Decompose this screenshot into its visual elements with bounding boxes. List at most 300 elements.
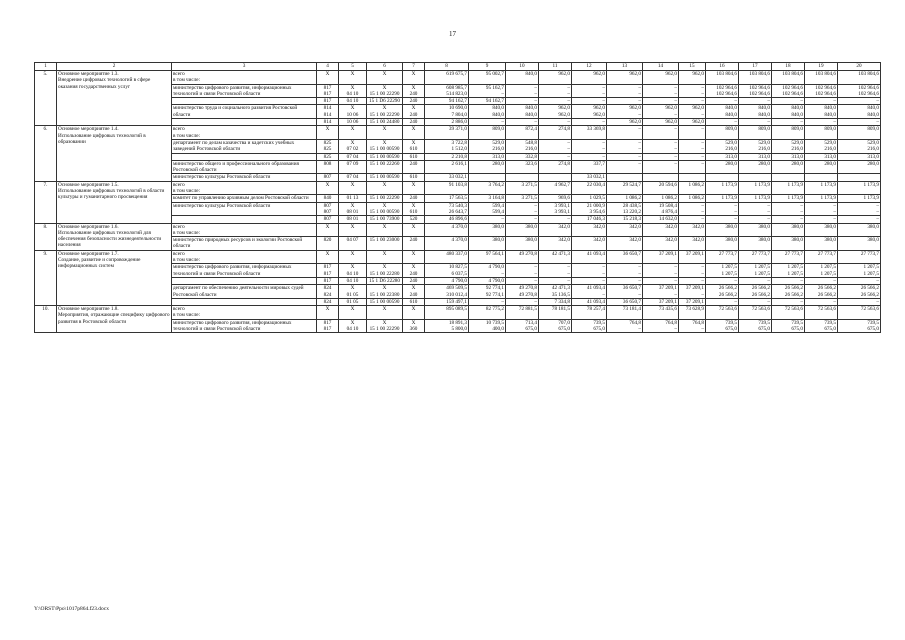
value-cell: 4 370,0 — [425, 237, 469, 251]
value-cell: X — [403, 126, 425, 140]
column-header: 7 — [403, 63, 425, 71]
value-cell: 72 881,5 — [506, 306, 539, 320]
value-cell: 1 086,2 — [679, 181, 706, 195]
value-cell: 3 764,2 — [469, 181, 506, 195]
value-cell: 73 628,9 — [679, 306, 706, 320]
value-cell: X 610 — [403, 139, 425, 153]
value-cell: X 240 — [403, 105, 425, 119]
value-cell: X 360 — [403, 319, 425, 333]
value-cell: 739,5 675,0 — [572, 319, 607, 333]
value-cell: 469 509,5 310 012,4 — [425, 285, 469, 299]
value-cell: 962,0 — [607, 119, 643, 126]
value-cell: 840,0 840,0 — [739, 105, 772, 119]
value-cell: 17 563,5 — [425, 195, 469, 202]
value-cell: 962,0 – — [607, 105, 643, 119]
value-cell: 15 1 00 23000 — [367, 237, 403, 251]
value-cell: – – — [572, 139, 607, 153]
value-cell: 4 790,0 — [425, 277, 469, 284]
value-cell: 337,7 — [572, 160, 607, 174]
measure-name: Основное мероприятие 1.7. Создание, развитие и сопровождение информационных систем — [57, 250, 172, 305]
value-cell: – – — [607, 139, 643, 153]
value-cell: 1 173,9 — [772, 195, 805, 202]
value-cell: 480 337,0 — [425, 250, 469, 264]
value-cell: X — [317, 71, 339, 85]
value-cell: – — [572, 98, 607, 105]
column-header: 15 — [679, 63, 706, 71]
column-header: 19 — [805, 63, 838, 71]
value-cell: X — [339, 223, 367, 237]
value-cell: 380,0 — [772, 223, 805, 237]
value-cell: – — [739, 216, 772, 223]
value-cell: 15 1 00 24480 — [367, 119, 403, 126]
value-cell: X — [339, 126, 367, 140]
value-cell: 840,0 840,0 — [469, 105, 506, 119]
value-cell: 342,0 — [643, 223, 679, 237]
value-cell: 240 — [403, 277, 425, 284]
executor-name: комитет по управлению архивным делом Ростовской области — [172, 195, 317, 202]
page-number: 17 — [449, 30, 456, 38]
value-cell: X — [367, 306, 403, 320]
value-cell: – — [706, 216, 739, 223]
value-cell: 37 209,1 — [679, 298, 706, 305]
value-cell: 619 675,7 — [425, 71, 469, 85]
value-cell: 4 790,0 – — [469, 264, 506, 278]
value-cell: 529,0 216,0 — [805, 139, 838, 153]
value-cell: 103 804,6 — [805, 71, 838, 85]
value-cell: 1 173,9 — [739, 181, 772, 195]
value-cell: X 15 1 00 00590 — [367, 202, 403, 216]
measure-name: Основное мероприятие 1.3. Внедрение цифровых технологий в сфере оказания государственных услуг — [57, 71, 172, 126]
value-cell: 102 964,6 102 964,6 — [838, 84, 881, 98]
value-cell: 809,0 — [469, 126, 506, 140]
value-cell: 610 — [403, 298, 425, 305]
value-cell: 33 369,8 — [572, 126, 607, 140]
value-cell: 4 790,0 — [469, 277, 506, 284]
value-cell: 94 162,7 — [425, 98, 469, 105]
value-cell — [772, 174, 805, 181]
value-cell: X — [317, 126, 339, 140]
value-cell: 41 093,4 — [572, 298, 607, 305]
value-cell: 380,0 — [506, 223, 539, 237]
value-cell — [838, 174, 881, 181]
table-row — [35, 126, 881, 140]
value-cell: 342,0 — [643, 237, 679, 251]
value-cell: 102 964,6 102 964,6 — [739, 84, 772, 98]
value-cell: 07 09 — [339, 160, 367, 174]
executor-name — [172, 98, 317, 105]
value-cell: 3 271,5 — [506, 181, 539, 195]
value-cell: 380,0 — [706, 223, 739, 237]
value-cell: X — [339, 181, 367, 195]
file-path-footer: Y:\ORST\Ppo\1017p864.f23.docx — [34, 606, 109, 612]
value-cell: – — [838, 298, 881, 305]
value-cell: 28 438,5 13 220,2 — [607, 202, 643, 216]
value-cell: X 04 10 — [339, 264, 367, 278]
value-cell: 07 04 — [339, 153, 367, 160]
value-cell: 840,0 840,0 — [706, 105, 739, 119]
value-cell: 36 650,7 — [607, 298, 643, 305]
value-cell: 3 722,8 1 512,0 — [425, 139, 469, 153]
row-number: 10. — [35, 306, 57, 333]
value-cell: X 07 02 — [339, 139, 367, 153]
value-cell: 1 207,5 1 207,5 — [838, 264, 881, 278]
value-cell: X — [367, 181, 403, 195]
value-cell: 36 650,7 – — [607, 285, 643, 299]
value-cell: 610 — [403, 174, 425, 181]
value-cell: 807 — [317, 216, 339, 223]
value-cell: 520 — [403, 216, 425, 223]
value-cell: X 15 1 00 00590 — [367, 139, 403, 153]
value-cell: 962,0 — [679, 119, 706, 126]
value-cell: 240 — [403, 195, 425, 202]
value-cell: – — [772, 277, 805, 284]
value-cell: 824 824 — [317, 285, 339, 299]
value-cell: 713,4 675,0 — [506, 319, 539, 333]
value-cell: 240 — [403, 98, 425, 105]
value-cell — [506, 174, 539, 181]
row-number: 5. — [35, 71, 57, 126]
value-cell: X 15 1 00 22380 — [367, 285, 403, 299]
value-cell: 1 207,5 1 207,5 — [805, 264, 838, 278]
value-cell — [607, 174, 643, 181]
value-cell: 42 471,3 — [539, 250, 572, 264]
value-cell: 342,0 — [607, 223, 643, 237]
value-cell: 1 207,5 1 207,5 — [739, 264, 772, 278]
value-cell: – — [739, 119, 772, 126]
value-cell: – — [772, 98, 805, 105]
value-cell: 807 — [317, 174, 339, 181]
value-cell: X — [367, 250, 403, 264]
value-cell: 342,0 — [679, 237, 706, 251]
value-cell: 26 566,2 26 566,2 — [706, 285, 739, 299]
value-cell: 707,0 675,0 — [539, 319, 572, 333]
value-cell: – — [805, 298, 838, 305]
value-cell: 380,0 — [739, 223, 772, 237]
value-cell: X 240 — [403, 285, 425, 299]
value-cell: 07 04 — [339, 174, 367, 181]
value-cell: X 04 10 — [339, 84, 367, 98]
value-cell: 962,0 — [572, 71, 607, 85]
value-cell: – — [539, 98, 572, 105]
budget-table-wrapper — [34, 62, 879, 333]
value-cell: 808 — [317, 160, 339, 174]
executor-name: министерство природных ресурсов и экологии Ростовской области — [172, 237, 317, 251]
value-cell: 15 1 00 00590 — [367, 153, 403, 160]
value-cell: – – — [607, 84, 643, 98]
value-cell: 26 566,2 26 566,2 — [805, 285, 838, 299]
value-cell: 817 — [317, 277, 339, 284]
value-cell: 610 — [403, 153, 425, 160]
value-cell: 04 10 — [339, 277, 367, 284]
value-cell: 529,0 216,0 — [772, 139, 805, 153]
value-cell: 1 173,9 — [838, 181, 881, 195]
value-cell: 342,0 — [679, 223, 706, 237]
value-cell: 240 — [403, 160, 425, 174]
value-cell: 72 563,6 — [706, 306, 739, 320]
value-cell: 380,0 — [469, 223, 506, 237]
value-cell: X 15 1 00 22290 — [367, 319, 403, 333]
value-cell: 15 1 D6 22290 — [367, 98, 403, 105]
value-cell: 15 218,3 — [607, 216, 643, 223]
executor-name: министерство культуры Ростовской области — [172, 202, 317, 216]
value-cell: X 01 05 — [339, 285, 367, 299]
value-cell: – – — [607, 264, 643, 278]
value-cell: 3 164,8 — [469, 195, 506, 202]
value-cell: – — [772, 216, 805, 223]
value-cell: 380,0 — [805, 237, 838, 251]
value-cell: 313,0 — [838, 153, 881, 160]
value-cell: 280,0 — [772, 160, 805, 174]
value-cell: 95 162,7 – — [469, 84, 506, 98]
value-cell: 159 497,1 — [425, 298, 469, 305]
value-cell: 08 01 — [339, 216, 367, 223]
value-cell: 27 773,7 — [805, 250, 838, 264]
value-cell — [643, 174, 679, 181]
value-cell: X — [403, 250, 425, 264]
value-cell: 962,0 — [539, 71, 572, 85]
column-header: 2 — [57, 63, 172, 71]
executor-name: министерство труда и социального развития Ростовской области — [172, 105, 317, 119]
value-cell: 10 06 — [339, 119, 367, 126]
value-cell: – — [506, 119, 539, 126]
table-row — [35, 306, 881, 320]
value-cell: 10 827,5 6 037,5 — [425, 264, 469, 278]
value-cell: 01 13 — [339, 195, 367, 202]
value-cell: – – — [506, 202, 539, 216]
row-number: 8. — [35, 223, 57, 250]
value-cell: 1 086,2 — [679, 195, 706, 202]
value-cell: 809,0 — [706, 126, 739, 140]
value-cell: – — [643, 153, 679, 160]
value-cell: X 04 10 — [339, 319, 367, 333]
value-cell: – — [706, 119, 739, 126]
value-cell: X — [403, 71, 425, 85]
value-cell: 27 773,7 — [772, 250, 805, 264]
value-cell: 37 209,1 — [643, 298, 679, 305]
value-cell: 27 773,7 — [739, 250, 772, 264]
value-cell: 26 566,2 26 566,2 — [772, 285, 805, 299]
value-cell: – – — [706, 202, 739, 216]
value-cell: 962,0 — [607, 71, 643, 85]
value-cell: 15 1 D6 22280 — [367, 277, 403, 284]
value-cell: 529,0 216,0 — [469, 139, 506, 153]
value-cell: – — [838, 277, 881, 284]
column-header: 12 — [572, 63, 607, 71]
column-header: 20 — [838, 63, 881, 71]
value-cell: 04 07 — [339, 237, 367, 251]
value-cell: 37 209,1 – — [679, 285, 706, 299]
value-cell: 809,0 — [772, 126, 805, 140]
value-cell: 529,0 216,0 — [739, 139, 772, 153]
column-header: 8 — [425, 63, 469, 71]
value-cell: 313,0 — [805, 153, 838, 160]
value-cell: – – — [506, 84, 539, 98]
value-cell: – — [539, 119, 572, 126]
value-cell: 380,0 — [805, 223, 838, 237]
value-cell: 73 181,4 — [607, 306, 643, 320]
value-cell: – — [643, 277, 679, 284]
value-cell: 817 817 — [317, 264, 339, 278]
value-cell: 380,0 — [469, 237, 506, 251]
value-cell: 739,5 675,0 — [772, 319, 805, 333]
value-cell: 37 209,1 – — [643, 285, 679, 299]
value-cell: 72 563,6 — [739, 306, 772, 320]
value-cell: 962,0 — [679, 71, 706, 85]
value-cell: – — [572, 119, 607, 126]
value-cell: 962,0 – — [643, 105, 679, 119]
value-cell: X 15 1 00 22290 — [367, 105, 403, 119]
value-cell: 764,8 – — [679, 319, 706, 333]
value-cell: – – — [572, 84, 607, 98]
value-cell: – — [679, 126, 706, 140]
value-cell: 739,5 675,0 — [805, 319, 838, 333]
value-cell: 72 563,6 — [772, 306, 805, 320]
column-header: 10 — [506, 63, 539, 71]
value-cell: X 15 1 00 22280 — [367, 264, 403, 278]
value-cell: 342,0 — [539, 237, 572, 251]
value-cell: 78 181,5 — [539, 306, 572, 320]
value-cell: X — [317, 181, 339, 195]
value-cell: 18 891,3 5 800,0 — [425, 319, 469, 333]
value-cell: X — [367, 71, 403, 85]
value-cell: 49 270,8 49 270,8 — [506, 285, 539, 299]
value-cell — [805, 174, 838, 181]
executor-name: министерство цифрового развития, информационных технологий и связи Ростовской области — [172, 264, 317, 278]
value-cell: – — [506, 98, 539, 105]
value-cell: 313,0 — [469, 153, 506, 160]
value-cell: 739,5 675,0 — [838, 319, 881, 333]
value-cell: X — [317, 306, 339, 320]
value-cell: 95 002,7 — [469, 71, 506, 85]
value-cell: – — [739, 277, 772, 284]
value-cell: – — [706, 277, 739, 284]
value-cell: 817 817 — [317, 319, 339, 333]
value-cell: 529,0 216,0 — [706, 139, 739, 153]
value-cell: 323,6 — [506, 160, 539, 174]
column-number-row — [35, 63, 881, 71]
value-cell: 92 774,1 92 774,1 — [469, 285, 506, 299]
value-cell: – — [679, 277, 706, 284]
measure-name: Основное мероприятие 1.8. Мероприятия, отражающие специфику цифрового развития в Ростовской области — [57, 306, 172, 333]
row-number: 6. — [35, 126, 57, 181]
value-cell: 91 103,8 — [425, 181, 469, 195]
value-cell: 39 371,0 — [425, 126, 469, 140]
value-cell: 240 — [403, 119, 425, 126]
value-cell: 15 1 00 22260 — [367, 160, 403, 174]
value-cell: X — [339, 71, 367, 85]
value-cell: 1 173,9 — [838, 195, 881, 202]
value-cell: 72 563,6 — [838, 306, 881, 320]
column-header: 5 — [339, 63, 367, 71]
value-cell: 1 029,5 — [572, 195, 607, 202]
value-cell: X 240 — [403, 84, 425, 98]
value-cell: – — [838, 119, 881, 126]
value-cell: – — [643, 160, 679, 174]
executor-name: всего в том числе: — [172, 306, 317, 320]
value-cell: – — [739, 298, 772, 305]
executor-name: всего в том числе: — [172, 223, 317, 237]
value-cell: 3 271,5 — [506, 195, 539, 202]
value-cell: – – — [679, 202, 706, 216]
column-header: 4 — [317, 63, 339, 71]
value-cell: 27 773,7 — [838, 250, 881, 264]
value-cell: 1 086,2 — [643, 195, 679, 202]
row-number: 9. — [35, 250, 57, 305]
executor-name: министерство цифрового развития, информационных технологий и связи Ростовской области — [172, 319, 317, 333]
value-cell: 21 000,9 3 954,6 — [572, 202, 607, 216]
executor-name: всего в том числе: — [172, 250, 317, 264]
value-cell: X 15 1 00 22290 — [367, 84, 403, 98]
value-cell: 962,0 — [643, 119, 679, 126]
value-cell: 46 896,6 — [425, 216, 469, 223]
value-cell: 42 471,3 35 136,5 — [539, 285, 572, 299]
column-header: 16 — [706, 63, 739, 71]
value-cell: 103 804,6 — [739, 71, 772, 85]
value-cell: 962,0 962,0 — [572, 105, 607, 119]
value-cell: 962,0 962,0 — [539, 105, 572, 119]
value-cell — [706, 174, 739, 181]
value-cell: 29 524,7 — [607, 181, 643, 195]
value-cell: – — [706, 298, 739, 305]
value-cell: 313,0 — [706, 153, 739, 160]
value-cell: 342,0 — [572, 223, 607, 237]
value-cell: 809,0 — [739, 126, 772, 140]
value-cell: – – — [739, 202, 772, 216]
value-cell: – — [805, 119, 838, 126]
value-cell: 840,0 — [506, 71, 539, 85]
value-cell — [739, 174, 772, 181]
column-header: 13 — [607, 63, 643, 71]
value-cell: 548,8 216,0 — [506, 139, 539, 153]
value-cell: – — [607, 160, 643, 174]
value-cell: – — [679, 153, 706, 160]
value-cell: 103 804,6 — [706, 71, 739, 85]
value-cell: X — [339, 306, 367, 320]
value-cell: 33 032,1 — [572, 174, 607, 181]
value-cell: 809,0 — [805, 126, 838, 140]
value-cell: – — [805, 98, 838, 105]
value-cell: 820 — [317, 237, 339, 251]
value-cell: 1 173,9 — [805, 181, 838, 195]
value-cell: 97 564,1 — [469, 250, 506, 264]
value-cell: 1 207,5 1 207,5 — [772, 264, 805, 278]
value-cell: – — [506, 216, 539, 223]
value-cell — [679, 174, 706, 181]
value-cell: 2 886,0 — [425, 119, 469, 126]
value-cell: 1 207,5 1 207,5 — [706, 264, 739, 278]
value-cell: – — [838, 98, 881, 105]
value-cell: – — [679, 160, 706, 174]
value-cell: – — [679, 98, 706, 105]
value-cell: X — [367, 223, 403, 237]
value-cell: 608 985,7 514 823,0 — [425, 84, 469, 98]
value-cell: X — [317, 223, 339, 237]
value-cell: – — [469, 216, 506, 223]
value-cell: 26 566,2 26 566,2 — [838, 285, 881, 299]
value-cell: 274,8 — [539, 160, 572, 174]
value-cell: 73 435,6 — [643, 306, 679, 320]
value-cell: 102 964,6 102 964,6 — [706, 84, 739, 98]
value-cell: – — [772, 298, 805, 305]
value-cell: 280,0 — [838, 160, 881, 174]
measure-name: Основное мероприятие 1.5. Использование цифровых технологий в области культуры и гуманитарного просвещения — [57, 181, 172, 223]
value-cell: – — [607, 126, 643, 140]
value-cell: 26 566,2 26 566,2 — [739, 285, 772, 299]
table-row — [35, 181, 881, 195]
value-cell: 739,5 675,0 — [739, 319, 772, 333]
value-cell: 4 962,7 — [539, 181, 572, 195]
value-cell: 19 508,4 4 876,4 — [643, 202, 679, 216]
